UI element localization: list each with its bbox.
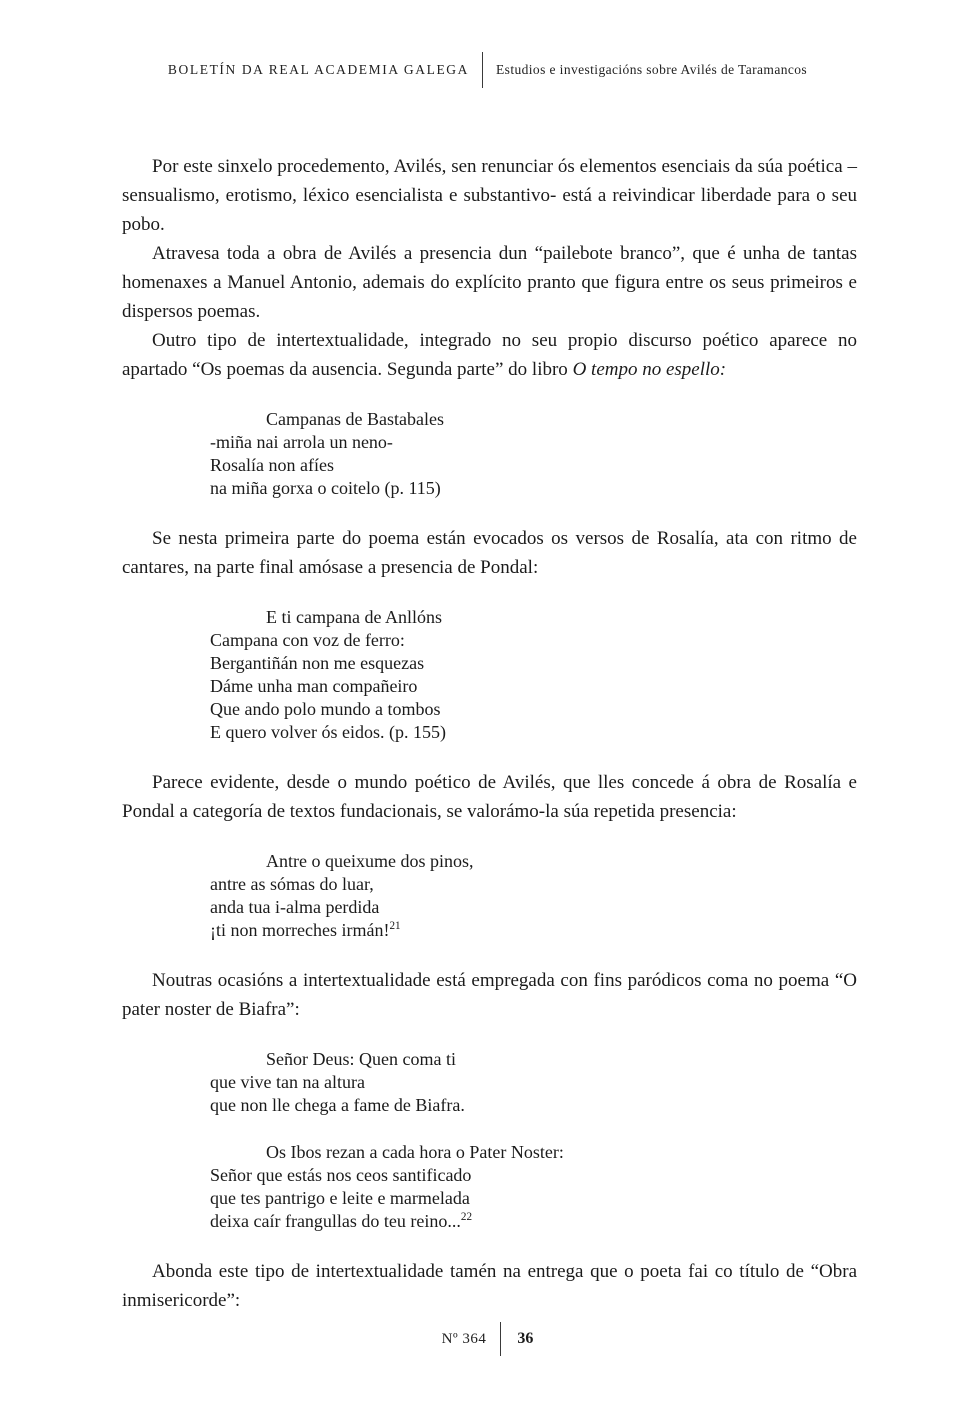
- paragraph-6: Noutras ocasións a intertextualidade está empregada con fins paródicos coma no poema “O pater noster de Biafra”:: [122, 970, 857, 1020]
- verse-line: -miña nai arrola un neno-: [210, 432, 393, 452]
- paragraph-1: Por este sinxelo procedemento, Avilés, sen renunciar ós elementos esenciais da súa poética –sensualismo, erotismo, léxico esencialista e substantivo- está a reivindicar liberdade para o seu pobo.: [122, 156, 857, 235]
- book-title-italic: O tempo no espello:: [572, 359, 727, 380]
- paragraph-4: Se nesta primeira parte do poema están evocados os versos de Rosalía, ata con ritmo de cantares, na parte final amósase a presencia de Pondal:: [122, 528, 857, 578]
- article-title: Estudios e investigacións sobre Avilés de Taramancos: [496, 62, 808, 77]
- verse-line: Que ando polo mundo a tombos: [210, 699, 441, 719]
- page-number: 36: [517, 1330, 534, 1347]
- verse-line-text: ¡ti non morreches irmán!: [210, 920, 390, 940]
- issue-number: Nº 364: [441, 1330, 487, 1347]
- page-header: [0, 52, 975, 88]
- paragraph-5: Parece evidente, desde o mundo poético de Avilés, que lles concede á obra de Rosalía e Pondal a categoría de textos fundacionais, se valorámo-la súa repetida presencia:: [122, 772, 857, 822]
- paragraph-3-text: Outro tipo de intertextualidade, integrado no seu propio discurso poético aparece no apartado “Os poemas da ausencia. Segunda parte” do libro: [122, 330, 857, 380]
- verse-line: que tes pantrigo e leite e marmelada: [210, 1188, 470, 1208]
- poem-quote-2: [210, 606, 857, 744]
- verse-line: [210, 1210, 857, 1233]
- verse-line: que vive tan na altura: [210, 1072, 365, 1092]
- verse-line: Dáme unha man compañeiro: [210, 676, 418, 696]
- poem-quote-4: [210, 1048, 857, 1117]
- verse-line: Señor Deus: Quen coma ti: [266, 1049, 456, 1069]
- poem-quote-1: [210, 408, 857, 500]
- verse-line: Campana con voz de ferro:: [210, 630, 405, 650]
- verse-line: na miña gorxa o coitelo (p. 115): [210, 478, 441, 498]
- footnote-ref-22: 22: [460, 1211, 473, 1223]
- verse-line: Bergantiñán non me esquezas: [210, 653, 425, 673]
- footnote-ref-21: 21: [389, 920, 401, 932]
- verse-line: Campanas de Bastabales: [266, 409, 444, 429]
- paragraph-2: Atravesa toda a obra de Avilés a presencia dun “pailebote branco”, que é unha de tantas homenaxes a Manuel Antonio, ademais do explícito pranto que figura entre os seus primeiros e dispersos poemas.: [122, 243, 857, 322]
- verse-line: antre as sómas do luar,: [210, 874, 374, 894]
- verse-line: Rosalía non afíes: [210, 455, 334, 475]
- poem-quote-5: [210, 1141, 857, 1233]
- verse-line-text: deixa caír frangullas do teu reino...: [210, 1211, 461, 1231]
- verse-line: anda tua i-alma perdida: [210, 897, 380, 917]
- article-body: [122, 152, 857, 1315]
- journal-title: BOLETÍN DA REAL ACADEMIA GALEGA: [167, 62, 470, 77]
- page-footer: [0, 1322, 975, 1356]
- verse-line: Antre o queixume dos pinos,: [266, 851, 474, 871]
- verse-line: Señor que estás nos ceos santificado: [210, 1165, 472, 1185]
- paragraph-3: [122, 326, 857, 384]
- verse-line: que non lle chega a fame de Biafra.: [210, 1095, 465, 1115]
- paragraph-7: Abonda este tipo de intertextualidade tamén na entrega que o poeta fai co título de “Obra inmisericorde”:: [122, 1261, 857, 1311]
- verse-line: E quero volver ós eidos. (p. 155): [210, 722, 446, 742]
- verse-line: Os Ibos rezan a cada hora o Pater Noster:: [266, 1142, 564, 1162]
- verse-line: E ti campana de Anllóns: [266, 607, 442, 627]
- poem-quote-3: [210, 850, 857, 942]
- verse-line: [210, 919, 857, 942]
